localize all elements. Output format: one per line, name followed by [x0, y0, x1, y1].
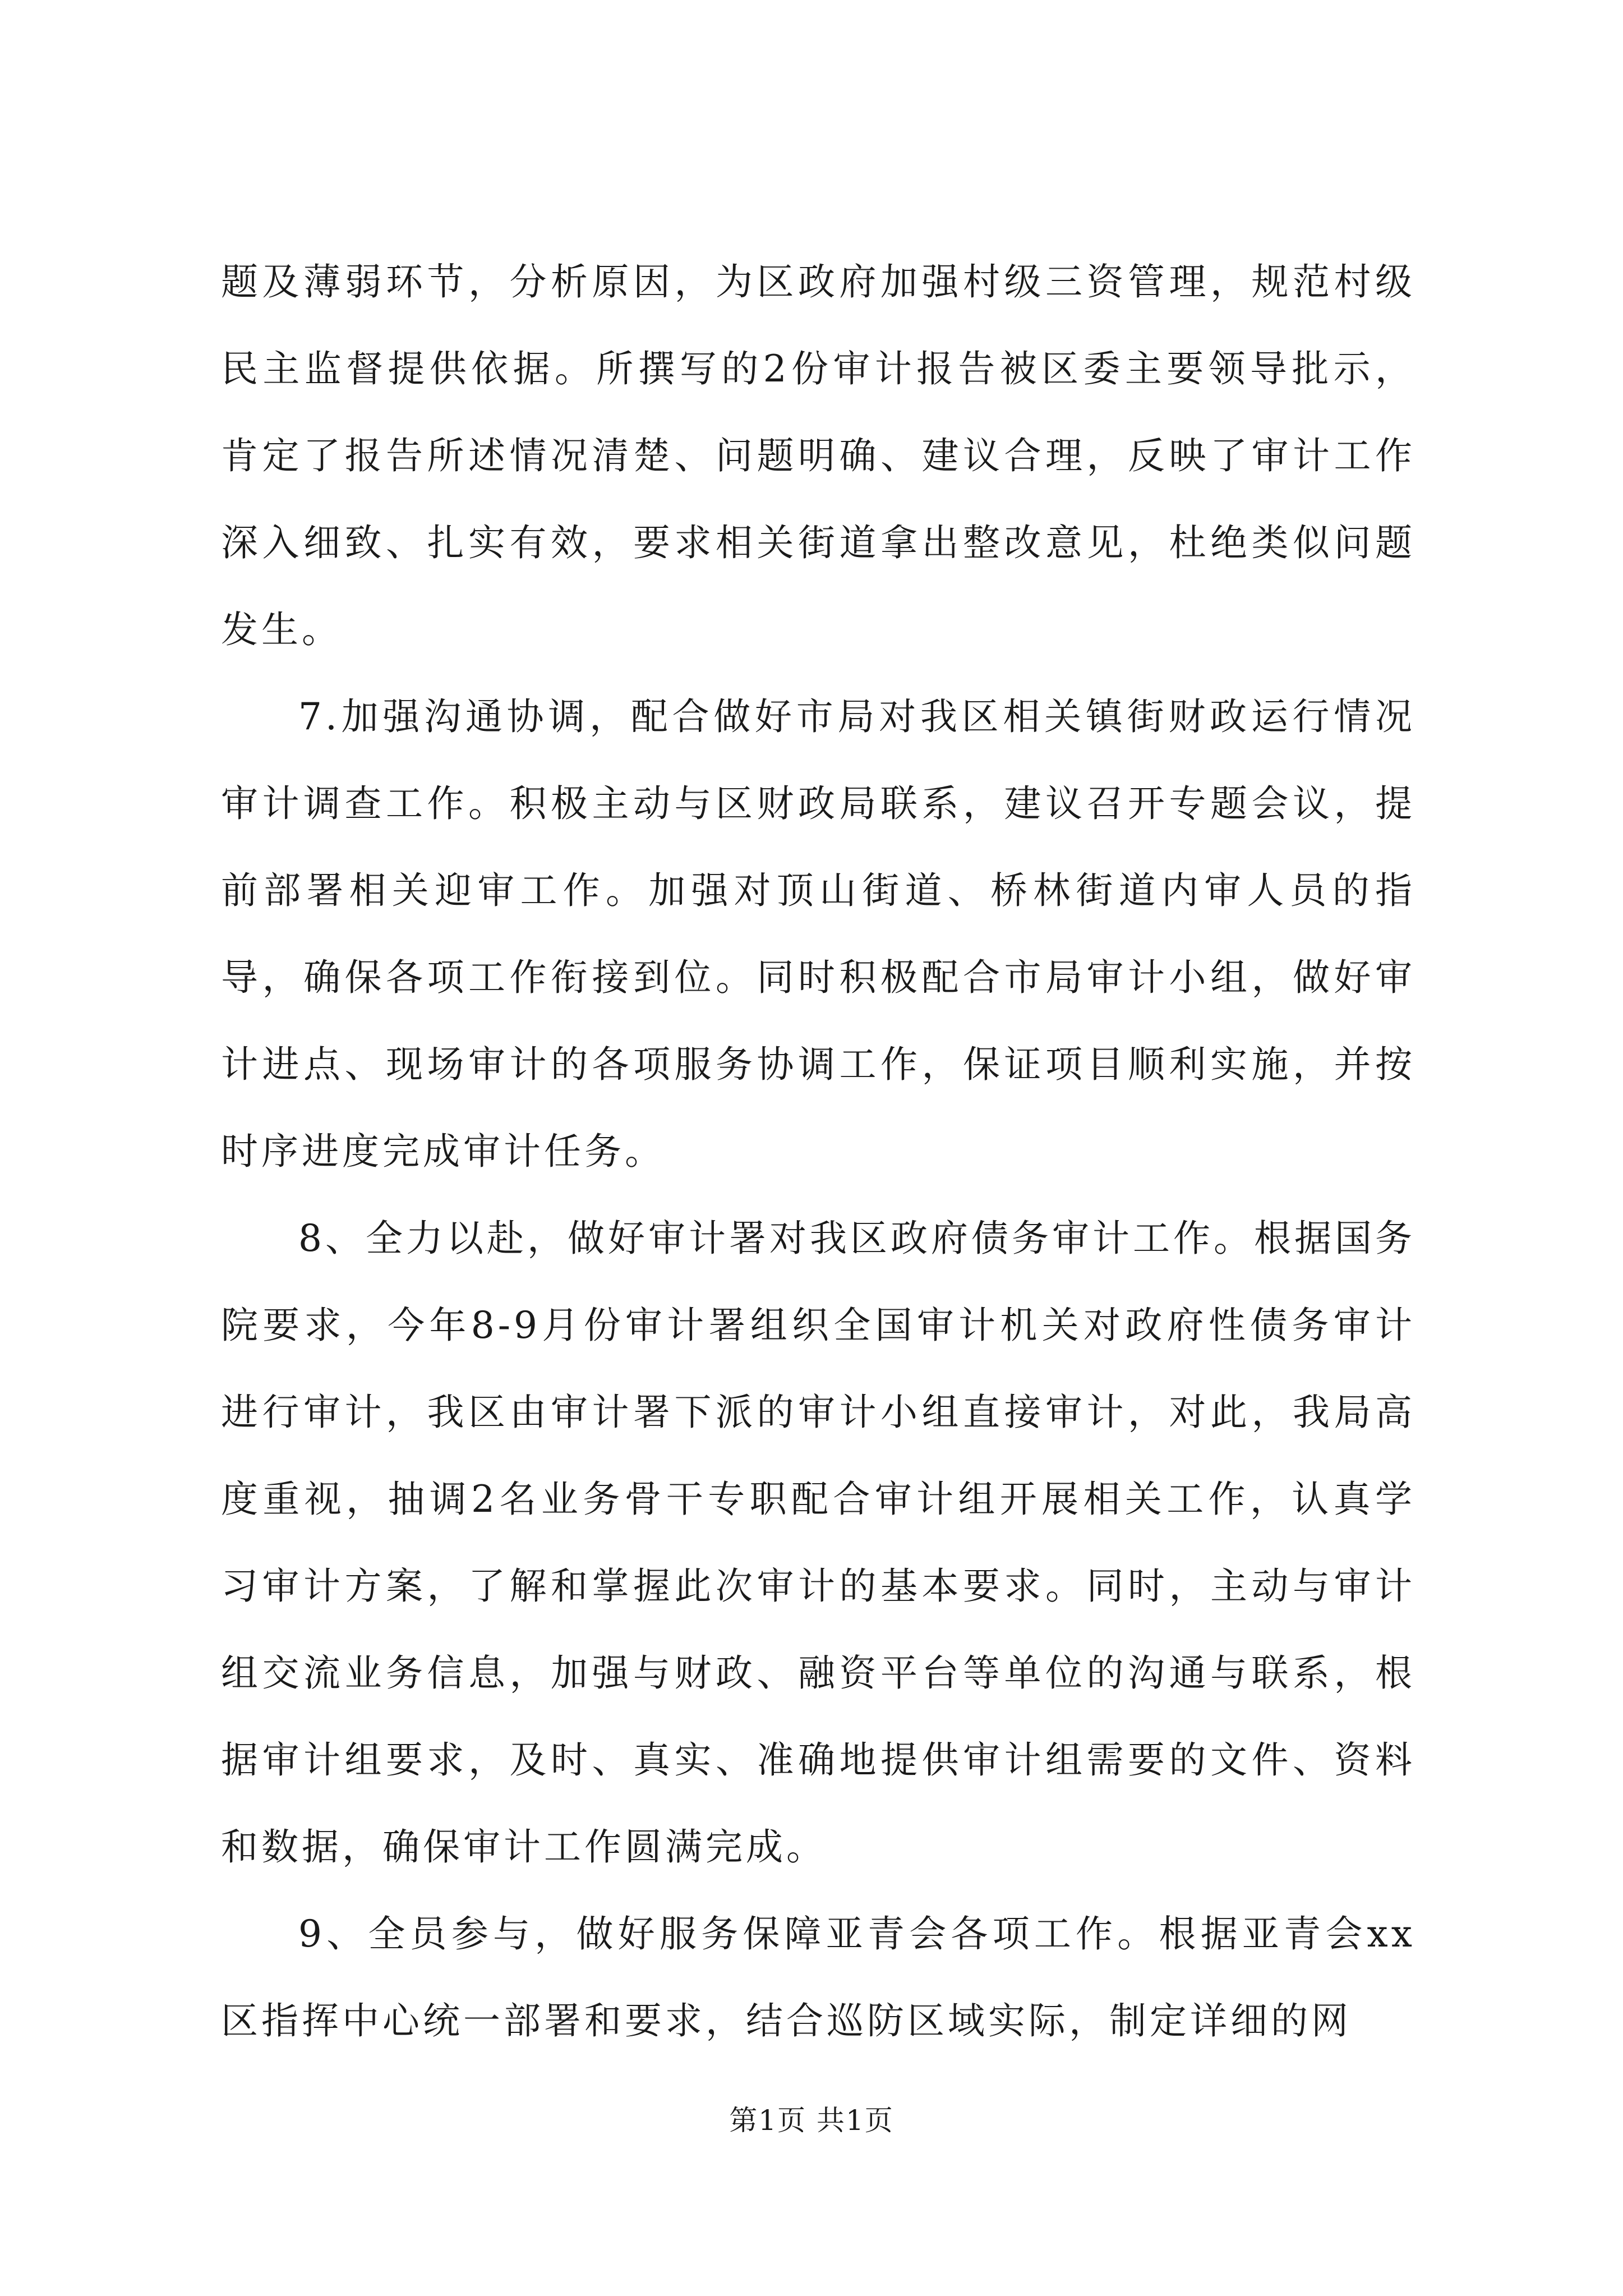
paragraph-item-8: 8、全力以赴，做好审计署对我区政府债务审计工作。根据国务院要求，今年8-9月份审计署组织全国审计机关对政府性债务审计进行审计，我区由审计署下派的审计小组直接审计，对此，我局高度重视，抽调2名业务骨干专职配合审计组开展相关工作，认真学习审计方案，了解和掌握此次审计的基本要求。同时，主动与审计组交流业务信息，加强与财政、融资平台等单位的沟通与联系，根据审计组要求，及时、真实、准确地提供审计组需要的文件、资料和数据，确保审计工作圆满完成。	[221, 1217, 1415, 1869]
paragraph-continued: 题及薄弱环节，分析原因，为区政府加强村级三资管理，规范村级民主监督提供依据。所撰写的2份审计报告被区委主要领导批示，肯定了报告所述情况清楚、问题明确、建议合理，反映了审计工作深入细致、扎实有效，要求相关街道拿出整改意见，杜绝类似问题发生。	[221, 260, 1415, 651]
paragraph-item-7: 7.加强沟通协调，配合做好市局对我区相关镇街财政运行情况审计调查工作。积极主动与区财政局联系，建议召开专题会议，提前部署相关迎审工作。加强对顶山街道、桥林街道内审人员的指导，确保各项工作衔接到位。同时积极配合市局审计小组，做好审计进点、现场审计的各项服务协调工作，保证项目顺利实施，并按时序进度完成审计任务。	[221, 695, 1415, 1173]
document-body	[221, 238, 1415, 2064]
page-footer: 第1页 共1页	[729, 2104, 894, 2137]
paragraph-item-9: 9、全员参与，做好服务保障亚青会各项工作。根据亚青会xx区指挥中心统一部署和要求，结合巡防区域实际，制定详细的网	[221, 1912, 1415, 2042]
